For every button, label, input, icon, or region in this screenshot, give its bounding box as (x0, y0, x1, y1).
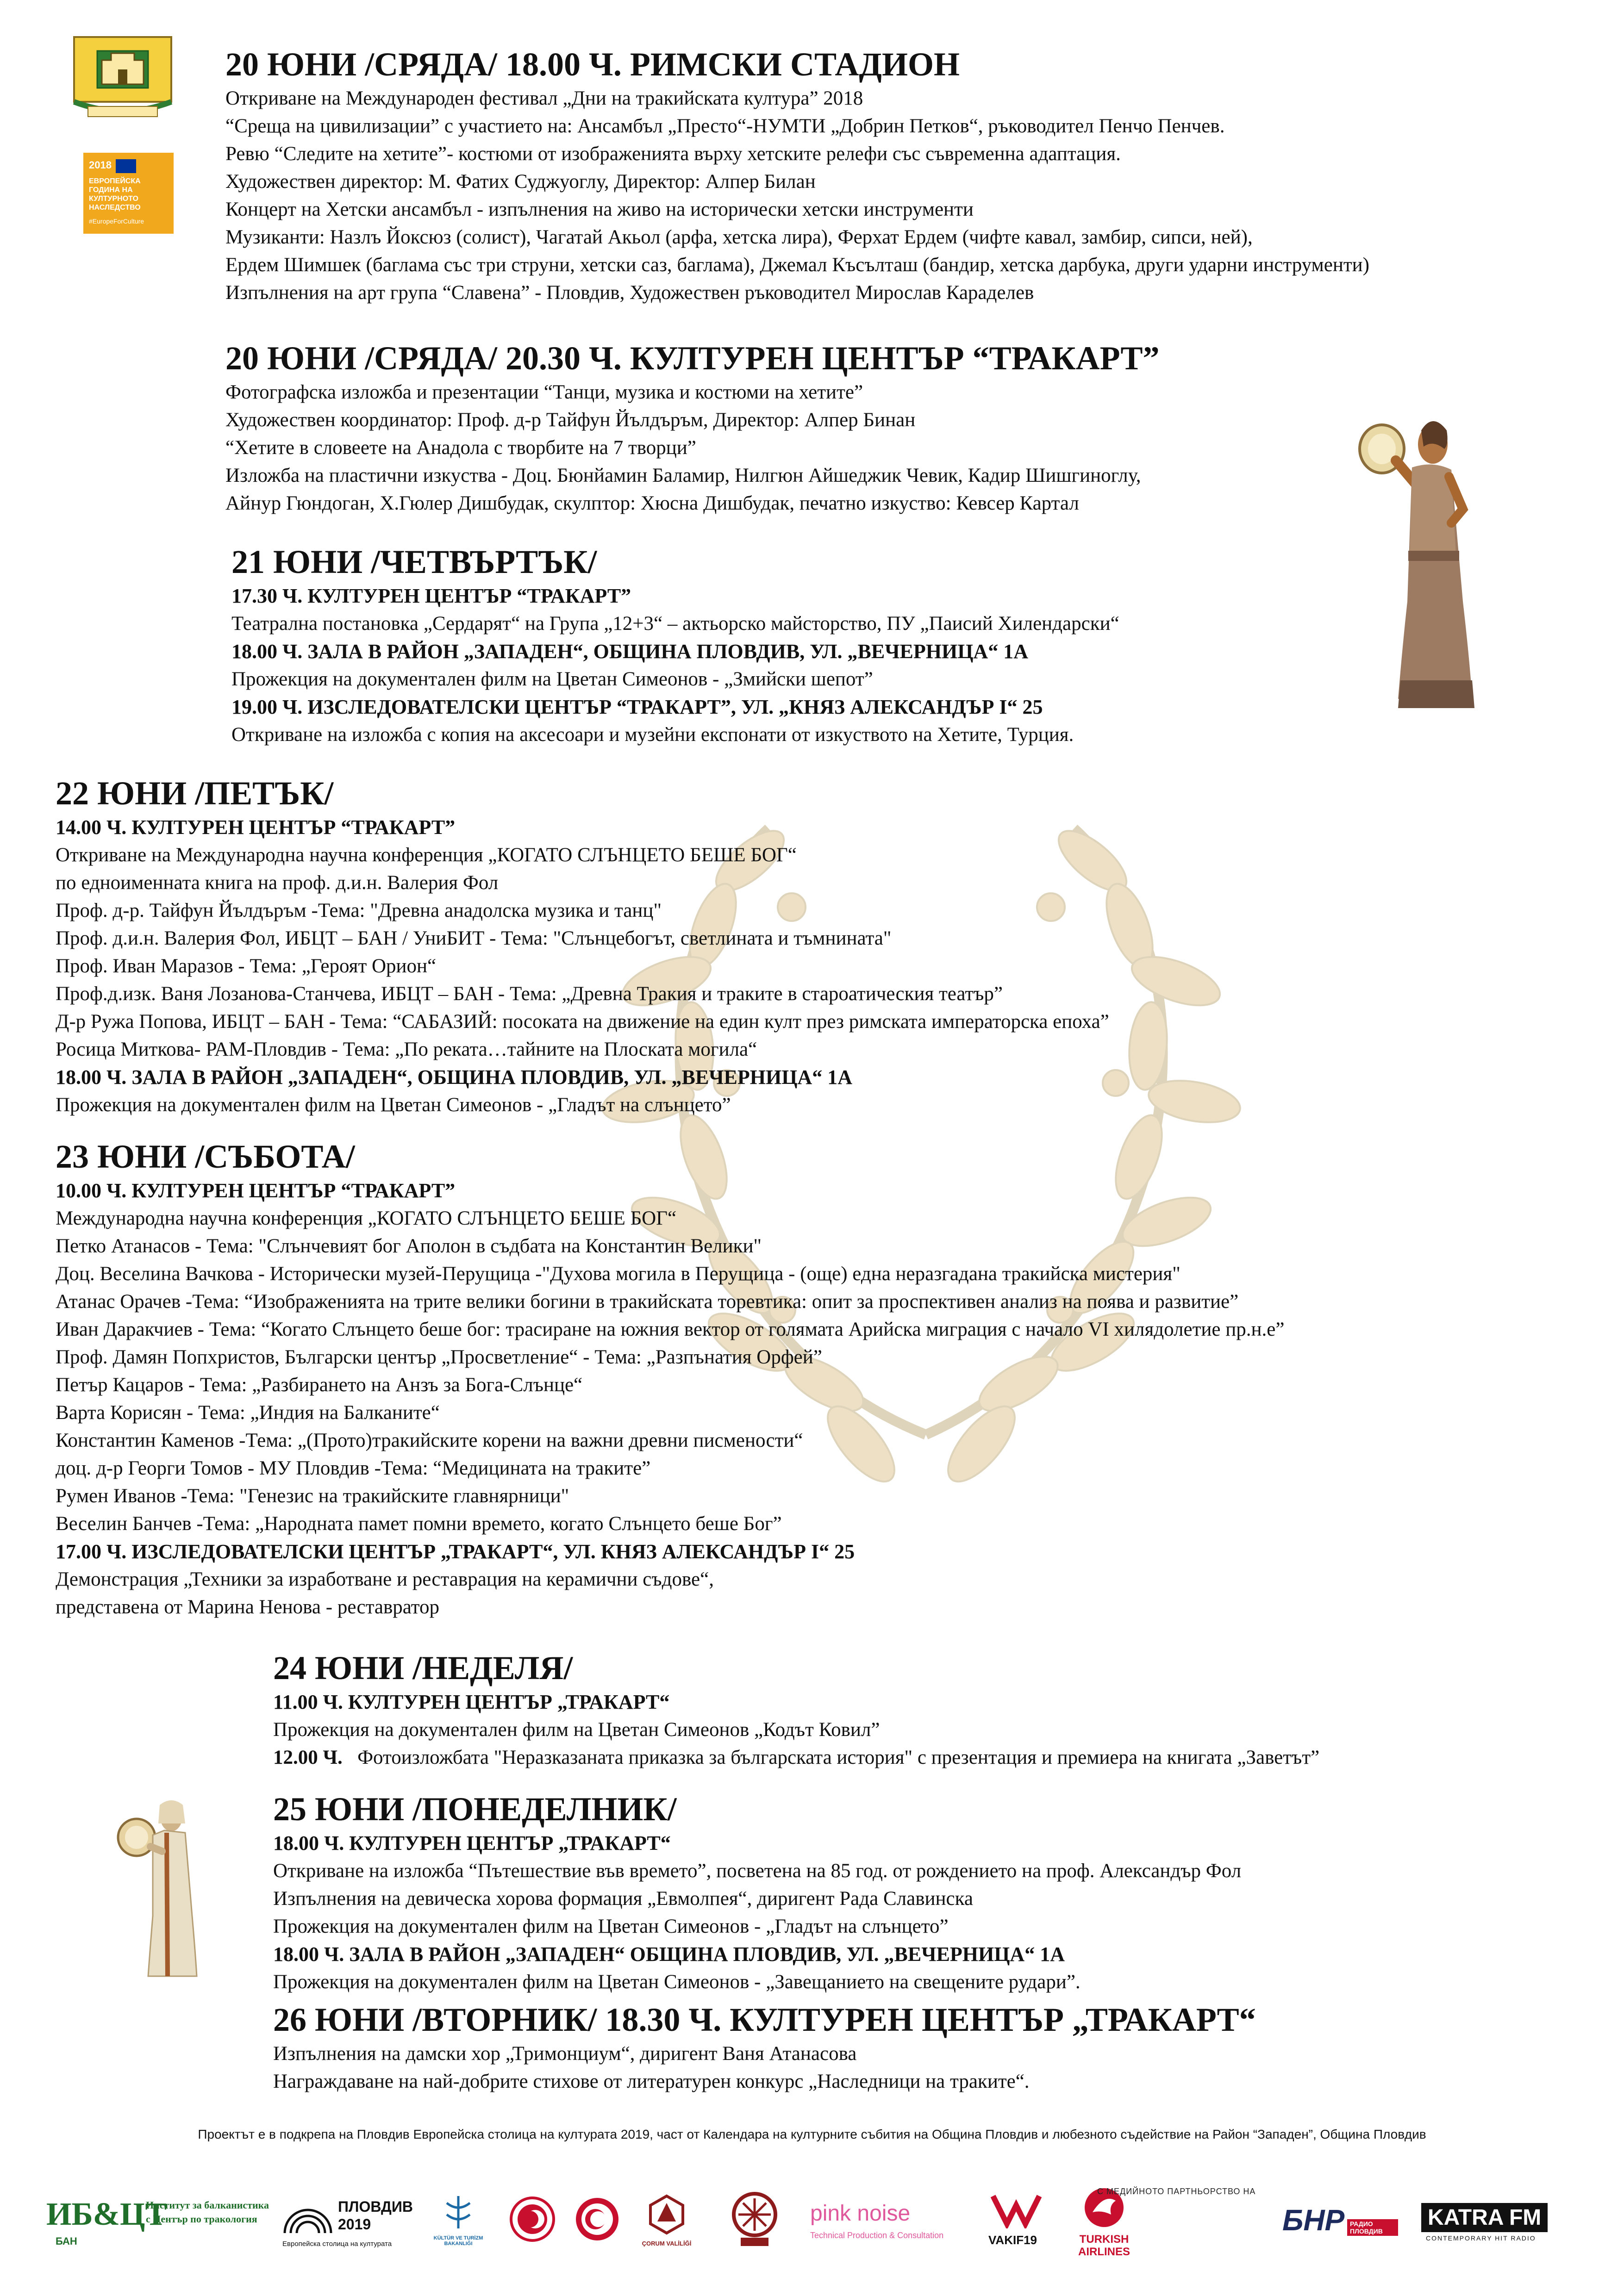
event-line: Прожекция на документален филм на Цветан Симеонов - „Змийски шепот” (231, 668, 873, 690)
venue-line: 18.00 Ч. КУЛТУРЕН ЦЕНТЪР „ТРАКАРТ“ (273, 1832, 671, 1854)
event-line: Фотографска изложба и презентации “Танци, музика и костюми на хетите” (225, 381, 863, 403)
section-heading: 21 ЮНИ /ЧЕТВЪРТЪК/ (231, 543, 597, 580)
hittite-emblem-logo (708, 2175, 801, 2268)
event-line: Изпълнения на дамски хор „Тримонциум“, диригент Ваня Атанасова (273, 2043, 857, 2065)
badge-hashtag: #EuropeForCulture (89, 218, 144, 225)
venue-line: 14.00 Ч. КУЛТУРЕН ЦЕНТЪР “ТРАКАРТ” (56, 816, 456, 839)
event-line: Художествен директор: М. Фатих Суджуоглу, Директор: Алпер Билан (225, 171, 816, 193)
figurine-with-tambourine-illustration (1356, 403, 1486, 717)
event-line: Петър Кацаров - Тема: „Разбирането на Анзъ за Бога-Слънце“ (56, 1374, 583, 1396)
pinknoise-name: pink noise (810, 2201, 911, 2226)
ibct-name: Институт за балканистика с Център по тракология (146, 2199, 269, 2225)
section-heading: 24 ЮНИ /НЕДЕЛЯ/ (273, 1649, 573, 1686)
turkish-embassy-logo (569, 2175, 625, 2268)
venue-line: 10.00 Ч. КУЛТУРЕН ЦЕНТЪР “ТРАКАРТ” (56, 1179, 456, 1202)
corum-name: ÇORUM VALİLİĞİ (642, 2240, 692, 2247)
plovdiv-subtitle: Европейска столица на културата (282, 2240, 392, 2248)
event-line: Айнур Гюндоган, Х.Гюлер Дишбудак, скулптор: Хюсна Дишбудак, печатно изкуство: Кевсер Картал (225, 492, 1079, 514)
pinknoise-subtitle: Technical Production & Consultation (810, 2231, 944, 2240)
katra-subtitle: CONTEMPORARY HIT RADIO (1426, 2234, 1536, 2242)
event-line: Варта Корисян - Тема: „Индия на Балканите“ (56, 1402, 440, 1424)
event-line: Ревю “Следите на хетите”- костюми от изображенията върху хетските релефи със съвременна адаптация. (225, 143, 1121, 165)
event-line: Росица Миткова- РАМ-Пловдив - Тема: „По реката…тайните на Плоската могила“ (56, 1039, 757, 1060)
plovdiv-year: 2019 (338, 2216, 371, 2233)
corum-emblem-icon (646, 2194, 687, 2235)
event-line: Проф.д.изк. Ваня Лозанова-Станчева, ИБЦТ – БАН - Тема: „Древна Тракия и траките в староатическия театър” (56, 983, 1003, 1005)
event-line: Откриване на Международен фестивал „Дни на тракийската култура” 2018 (225, 87, 863, 109)
plovdiv-name: ПЛОВДИВ (338, 2198, 413, 2215)
event-line: Константин Каменов -Тема: „(Прото)тракийските корени на важни древни писмености“ (56, 1430, 803, 1451)
ibct-logo (46, 2175, 269, 2268)
turkish-seal-logo (505, 2175, 560, 2268)
vakif-name: VAKIF19 (988, 2233, 1037, 2247)
venue-line: 18.00 Ч. ЗАЛА В РАЙОН „ЗАПАДЕН“, ОБЩИНА ПЛОВДИВ, УЛ. „ВЕЧЕРНИЦА“ 1А (231, 640, 1028, 663)
event-line: Изпълнения на девическа хорова формация „Евмолпея“, диригент Рада Славинска (273, 1888, 973, 1910)
event-line: Петко Атанасов - Тема: "Слънчевият бог Аполон в съдбата на Константин Велики" (56, 1235, 762, 1257)
media-partnership-label: С МЕДИЙНОТО ПАРТНЬОРСТВО НА (1097, 2187, 1256, 2196)
ministry-name: KÜLTÜR VE TURİZM BAKANLIĞI (433, 2235, 483, 2246)
event-line: “Среща на цивилизации” с участието на: Ансамбъл „Престо“-НУМТИ „Добрин Петков“, ръководител Пенчо Пенчев. (225, 115, 1225, 137)
event-line: Откриване на Международна научна конференция „КОГАТО СЛЪНЦЕТО БЕШЕ БОГ“ (56, 844, 797, 866)
event-day-22-june (56, 773, 1109, 1119)
plovdiv-coat-of-arms-logo (69, 32, 176, 120)
venue-line: 11.00 Ч. КУЛТУРЕН ЦЕНТЪР „ТРАКАРТ“ (273, 1691, 670, 1713)
eu-flag-icon (116, 159, 136, 173)
event-line: Музиканти: Назлъ Йоксюз (солист), Чагатай Акьол (арфа, хетска лира), Ферхат Ердем (чифте кавал, замбир, сипси, ней), (225, 226, 1253, 248)
event-line: Международна научна конференция „КОГАТО СЛЪНЦЕТО БЕШЕ БОГ“ (56, 1207, 677, 1229)
footer-support-note: Проектът е в подкрепа на Пловдив Европейска столица на културата 2019, част от Календара на културните събития на Община Пловдив и любезното съдействие на Район “Западен”, Община Пловдив (198, 2127, 1426, 2141)
figurine-with-drum-illustration (116, 1796, 208, 1981)
event-line: “Хетите в словеете на Анадола с творбите на 7 творци” (225, 437, 696, 459)
event-line: Художествен координатор: Проф. д-р Тайфун Йълдъръм, Директор: Алпер Бинан (225, 409, 916, 431)
venue-line: 19.00 Ч. ИЗСЛЕДОВАТЕЛСКИ ЦЕНТЪР “ТРАКАРТ”, УЛ. „КНЯЗ АЛЕКСАНДЪР I“ 25 (231, 696, 1043, 718)
bnr-name: БНР (1282, 2203, 1345, 2237)
event-line: Изложба на пластични изкуства - Доц. Бюнйамин Баламир, Нилгюн Айшеджик Чевик, Кадир Шишгиноглу, (225, 465, 1141, 486)
event-line (273, 1744, 1319, 1772)
corum-governorship-logo (634, 2175, 699, 2268)
venue-line: 18.00 Ч. ЗАЛА В РАЙОН „ЗАПАДЕН“ ОБЩИНА ПЛОВДИВ, УЛ. „ВЕЧЕРНИЦА“ 1А (273, 1943, 1065, 1966)
event-line: Изпълнения на арт група “Славена” - Пловдив, Художествен ръководител Мирослав Караделев (225, 282, 1034, 304)
ibct-bas: БАН (56, 2235, 77, 2247)
ibct-mark: ИБ&ЦТ (46, 2196, 167, 2232)
airlines-name-1: TURKISH (1079, 2233, 1129, 2246)
plovdiv-2019-logo (282, 2175, 412, 2268)
event-line: Иван Даракчиев - Тема: “Когато Слънцето беше бог: трасиране на южния вектор от голямата Арийска миграция с начало VI хилядолетие пр.н.е” (56, 1319, 1285, 1340)
event-day-20-june-trakart (225, 338, 1159, 517)
event-line: Откриване на изложба “Пътешествие във времето”, посветена на 85 год. от рождението на проф. Александър Фол (273, 1860, 1242, 1882)
event-line: Проф. д.и.н. Валерия Фол, ИБЦТ – БАН / УниБИТ - Тема: "Слънцебогът, светлината и тъмнината" (56, 927, 892, 949)
partner-logos-row (37, 2175, 1602, 2268)
event-line: Ердем Шимшек (баглама със три струни, хетски саз, баглама), Джемал Късълташ (бандир, хетска дарбука, други ударни инструменти) (225, 254, 1369, 276)
european-year-cultural-heritage-badge (83, 153, 174, 234)
plovdiv-arc-icon (282, 2194, 333, 2235)
event-line: Откриване на изложба с копия на аксесоари и музейни експонати от изкуството на Хетите, Турция. (231, 724, 1074, 746)
event-day-20-june-stadium (225, 44, 1369, 307)
katra-name: KATRA FM (1421, 2203, 1548, 2232)
event-line: Румен Иванов -Тема: "Генезис на тракийските главнярници" (56, 1485, 569, 1507)
event-line: Атанас Орачев -Тема: “Изображенията на трите велики богини в тракийската торевтика: опит за проспективен анализ на поява и развитие” (56, 1291, 1239, 1313)
ministry-emblem-icon (442, 2194, 475, 2231)
event-time: 12.00 Ч. (273, 1747, 343, 1768)
vakif19-logo (981, 2175, 1051, 2268)
event-day-23-june (56, 1136, 1284, 1621)
bnr-subtitle: РАДИО ПЛОВДИВ (1347, 2219, 1398, 2236)
event-line: Концерт на Хетски ансамбъл - изпълнения на живо на исторически хетски инструменти (225, 199, 974, 220)
event-line: Проф. Дамян Попхристов, Български център „Просветление“ - Тема: „Разпънатия Орфей” (56, 1346, 822, 1368)
bnr-radio-plovdiv-logo (1278, 2175, 1398, 2268)
event-line: Д-р Ружа Попова, ИБЦТ – БАН - Тема: “САБАЗИЙ: посоката на движение на един култ през римската императорска епоха” (56, 1011, 1109, 1033)
event-day-21-june (231, 541, 1119, 749)
event-line: Театрална постановка „Сердарят“ на Група „12+3“ – актьорско майсторство, ПУ „Паисий Хилендарски“ (231, 613, 1119, 635)
event-line: Доц. Веселина Вачкова - Исторически музей-Перущица -"Духова могила в Перущица - (още) една неразгадана тракийска мистерия" (56, 1263, 1181, 1285)
airlines-name-2: AIRLINES (1078, 2246, 1130, 2258)
section-heading: 20 ЮНИ /СРЯДА/ 20.30 Ч. КУЛТУРЕН ЦЕНТЪР “ТРАКАРТ” (225, 340, 1160, 377)
section-heading: 23 ЮНИ /СЪБОТА/ (56, 1138, 355, 1175)
section-heading: 20 ЮНИ /СРЯДА/ 18.00 Ч. РИМСКИ СТАДИОН (225, 46, 960, 83)
section-heading: 22 ЮНИ /ПЕТЪК/ (56, 775, 334, 812)
badge-text: ЕВРОПЕЙСКА ГОДИНА НА КУЛТУРНОТО НАСЛЕДСТВО (89, 177, 141, 212)
event-line: Веселин Банчев -Тема: „Народната памет помни времето, когато Слънцето беше Бог” (56, 1513, 782, 1535)
event-text: Фотоизложбата "Неразказаната приказка за българската история" с презентация и премиера на книгата „Заветът” (342, 1747, 1320, 1768)
event-line: доц. д-р Георги Томов - МУ Пловдив -Тема: “Медицината на траките” (56, 1457, 651, 1479)
ministry-culture-tourism-logo (421, 2175, 495, 2268)
crescent-star-seal-icon (509, 2196, 556, 2242)
hittite-sun-disk-icon (729, 2189, 780, 2249)
section-heading: 25 ЮНИ /ПОНЕДЕЛНИК/ (273, 1791, 677, 1828)
embassy-seal-icon (574, 2196, 620, 2242)
pink-noise-logo (810, 2175, 968, 2268)
event-line: представена от Марина Ненова - реставратор (56, 1596, 439, 1618)
event-line: Награждаване на най-добрите стихове от литературен конкурс „Наследници на траките“. (273, 2071, 1030, 2092)
event-line: Проф. Иван Маразов - Тема: „Героят Орион“ (56, 955, 437, 977)
venue-line: 17.30 Ч. КУЛТУРЕН ЦЕНТЪР “ТРАКАРТ” (231, 585, 631, 607)
event-day-24-june (273, 1648, 1319, 1772)
section-heading: 26 ЮНИ /ВТОРНИК/ 18.30 Ч. КУЛТУРЕН ЦЕНТЪР „ТРАКАРТ“ (273, 2001, 1256, 2038)
event-day-26-june (273, 1999, 1256, 2096)
event-line: по едноименната книга на проф. д.и.н. Валерия Фол (56, 872, 499, 894)
event-line: Демонстрация „Техники за изработване и реставрация на керамични съдове“, (56, 1568, 714, 1590)
event-line: Проф. д-р. Тайфун Йълдъръм -Тема: "Древна анадолска музика и танц" (56, 900, 662, 921)
badge-year: 2018 (89, 159, 112, 171)
event-line: Прожекция на документален филм на Цветан Симеонов - „Гладът на слънцето” (56, 1094, 731, 1116)
katra-fm-logo (1421, 2175, 1593, 2268)
venue-line: 18.00 Ч. ЗАЛА В РАЙОН „ЗАПАДЕН“, ОБЩИНА ПЛОВДИВ, УЛ. „ВЕЧЕРНИЦА“ 1А (56, 1066, 852, 1089)
vakif-mark-icon (991, 2191, 1042, 2228)
event-day-25-june (273, 1789, 1241, 1996)
event-line: Прожекция на документален филм на Цветан Симеонов „Кодът Ковил” (273, 1719, 880, 1741)
event-line: Прожекция на документален филм на Цветан Симеонов - „Гладът на слънцето” (273, 1916, 949, 1937)
event-line: Прожекция на документален филм на Цветан Симеонов - „Завещанието на свещените рудари”. (273, 1971, 1081, 1993)
venue-line: 17.00 Ч. ИЗСЛЕДОВАТЕЛСКИ ЦЕНТЪР „ТРАКАРТ“, УЛ. КНЯЗ АЛЕКСАНДЪР I“ 25 (56, 1540, 855, 1563)
